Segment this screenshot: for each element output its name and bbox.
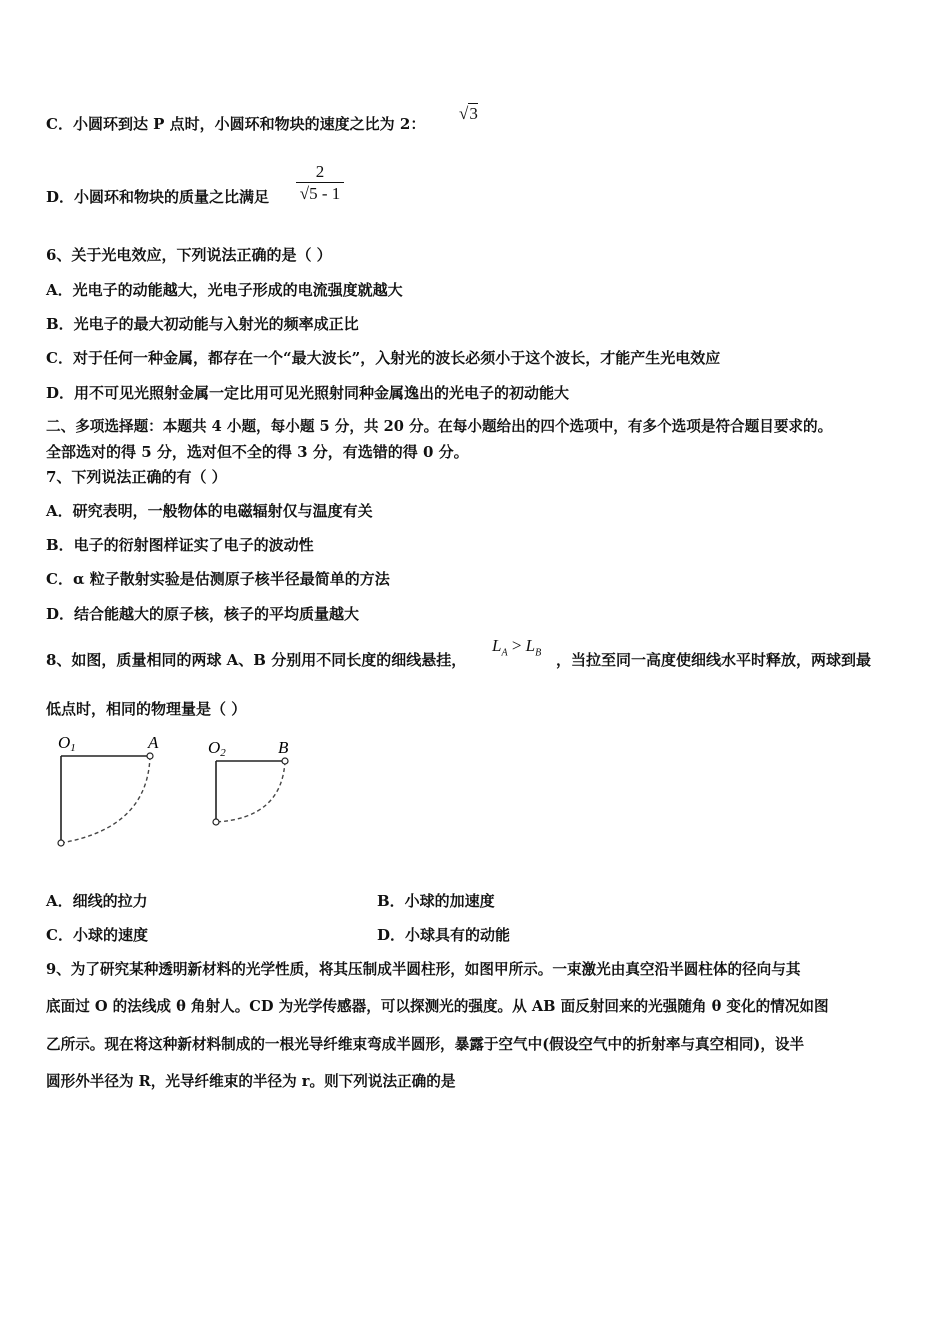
arc-a-path bbox=[61, 756, 150, 843]
q8-option-a[interactable]: A．细线的拉力 bbox=[46, 892, 148, 910]
arc-b-path bbox=[216, 761, 285, 822]
q5-option-d-fraction bbox=[296, 162, 344, 205]
q7-option-b[interactable]: B．电子的衍射图样证实了电子的波动性 bbox=[46, 536, 314, 554]
fraction-denominator: √5 - 1 bbox=[296, 182, 344, 205]
label-o2: O2 bbox=[208, 738, 226, 759]
ball-a-start bbox=[147, 753, 153, 759]
q8-option-d[interactable]: D．小球具有的动能 bbox=[377, 926, 511, 944]
q7-stem: 7、下列说法正确的有（ ） bbox=[46, 468, 227, 486]
q6-stem: 6、关于光电效应，下列说法正确的是（ ） bbox=[46, 246, 332, 264]
q8-option-c[interactable]: C．小球的速度 bbox=[46, 926, 148, 944]
q9-stem-line3: 乙所示。现在将这种新材料制成的一根光导纤维束弯成半圆形，暴露于空气中(假设空气中的折射率与真空相同)，设半 bbox=[46, 1036, 805, 1053]
q6-option-c[interactable]: C．对于任何一种金属，都存在一个“最大波长”，入射光的波长必须小于这个波长，才能产生光电效应 bbox=[46, 349, 721, 367]
q7-option-d[interactable]: D．结合能越大的原子核，核子的平均质量越大 bbox=[46, 605, 360, 623]
q8-pendulum-figure bbox=[44, 728, 314, 858]
q6-option-d[interactable]: D．用不可见光照射金属一定比用可见光照射同种金属逸出的光电子的初动能大 bbox=[46, 384, 570, 402]
q9-stem-line4: 圆形外半径为 R，光导纤维束的半径为 r。则下列说法正确的是 bbox=[46, 1073, 456, 1090]
q7-option-a[interactable]: A．研究表明，一般物体的电磁辐射仅与温度有关 bbox=[46, 502, 373, 520]
fraction-numerator: 2 bbox=[315, 162, 325, 181]
q5-option-c-text: C．小圆环到达 P 点时，小圆环和物块的速度之比为 2： bbox=[46, 115, 426, 133]
ball-a-bottom bbox=[58, 840, 64, 846]
q6-option-b[interactable]: B．光电子的最大初动能与入射光的频率成正比 bbox=[46, 315, 359, 333]
q5-option-d-text: D．小圆环和物块的质量之比满足 bbox=[46, 188, 270, 206]
label-a: A bbox=[148, 733, 159, 752]
ball-b-start bbox=[282, 758, 288, 764]
q5-option-d[interactable] bbox=[46, 187, 269, 207]
q9-stem-line2: 底面过 O 的法线成 θ 角射人。CD 为光学传感器，可以探测光的强度。从 AB 面反射回来的光强随角 θ 变化的情况如图 bbox=[46, 998, 829, 1015]
label-o1: O1 bbox=[58, 733, 76, 754]
q5-option-c[interactable] bbox=[46, 114, 425, 134]
section2-instructions-line1: 二、多项选择题：本题共 4 小题，每小题 5 分，共 20 分。在每小题给出的四个选项中，有多个选项是符合题目要求的。 bbox=[46, 418, 833, 435]
ball-b-bottom bbox=[213, 819, 219, 825]
q8-pendulum-diagram bbox=[44, 728, 314, 858]
q8-stem-part1: 8、如图，质量相同的两球 A、B 分别用不同长度的细线悬挂， bbox=[46, 651, 467, 669]
q8-stem-line2: 低点时，相同的物理量是（ ） bbox=[46, 700, 247, 718]
label-b: B bbox=[278, 738, 289, 757]
q9-stem-line1: 9、为了研究某种透明新材料的光学性质，将其压制成半圆柱形，如图甲所示。一束激光由真空沿半圆柱体的径向与其 bbox=[46, 961, 801, 978]
q5-option-c-math: √3 bbox=[459, 104, 478, 123]
q8-option-b[interactable]: B．小球的加速度 bbox=[377, 892, 495, 910]
q8-stem-part2: ，当拉至同一高度使细线水平时释放，两球到最 bbox=[556, 651, 872, 669]
q7-option-c[interactable]: C．α 粒子散射实验是估测原子核半径最简单的方法 bbox=[46, 570, 390, 588]
section2-instructions-line2: 全部选对的得 5 分，选对但不全的得 3 分，有选错的得 0 分。 bbox=[46, 443, 469, 461]
q6-option-a[interactable]: A．光电子的动能越大，光电子形成的电流强度就越大 bbox=[46, 281, 403, 299]
q8-inequality-math: $L_A > L_B$ bbox=[492, 636, 542, 659]
